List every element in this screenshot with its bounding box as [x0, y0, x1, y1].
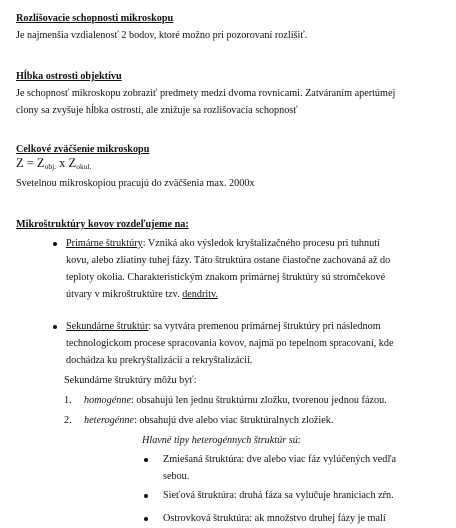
secondary-term: Sekundárne štruktúr: [66, 321, 149, 332]
bullet-icon: [144, 494, 148, 498]
bullet-icon: [53, 242, 57, 246]
primary-line3: teploty okolia. Charakteristickým znakom primárnej štruktúry sú stromčekové: [66, 272, 386, 283]
secondary-line2: technologickom procese spracovania kovov, najmä po tepelnom spracovaní, kde: [66, 338, 394, 349]
bullet-icon: [144, 517, 148, 521]
type-1-line1: Zmiešaná štruktúra: dve alebo viac fáz vylúčených vedľa: [163, 454, 396, 465]
heading-resolution: Rozlišovacie schopnosti mikroskopu: [16, 13, 174, 24]
type-3-line1: Ostrovková štruktúra: ak množstvo druhej fázy je malí: [163, 513, 386, 524]
numbered-num-1: 1.: [64, 395, 72, 406]
resolution-text: Je najmenšia vzdialenosť 2 bodov, ktoré možno pri pozorovaní rozlíšiť.: [16, 30, 308, 41]
magnification-formula: [16, 156, 91, 174]
secondary-line3: dochádza ku prekryštalizácii a rekryštalizácii.: [66, 355, 253, 366]
primary-line4: [66, 288, 218, 301]
homogenne-text: : obsahujú len jednu štruktúrnu zložku, tvorenou jednou fázou.: [130, 395, 387, 406]
type-1-line2: sebou.: [163, 471, 190, 482]
bullet-icon: [144, 458, 148, 462]
primary-line1: [66, 237, 380, 250]
heading-depth: Hĺbka ostrosti objektívu: [16, 71, 122, 82]
primary-line2: kovu, alebo zliatiny tuhej fázy. Táto štruktúra ostane čiastočne zachovaná až do: [66, 255, 391, 266]
dendrit-term: dendritv.: [182, 289, 219, 300]
formula-sub-okul: okul.: [76, 162, 92, 171]
heterogenne-text: : obsahujú dve alebo viac štruktúralnych zložiek.: [133, 415, 334, 426]
heading-microstructures: Mikroštruktúry kovov rozdeľujeme na:: [16, 219, 189, 230]
formula-x: x Z: [56, 156, 77, 170]
numbered-item-1: [84, 394, 387, 407]
formula-z: Z = Z: [16, 156, 45, 170]
primary-desc: : Vzniká ako výsledok kryštalizačného procesu pri tuhnutí: [142, 238, 380, 249]
homogenne-term: homogénne: [84, 395, 131, 406]
numbered-item-2: [84, 414, 333, 427]
secondary-desc: : sa vytvára premenou primárnej štruktúry pri následnom: [148, 321, 381, 332]
formula-sub-obj: obj.: [44, 162, 57, 171]
primary-line4-pre: útvary v mikroštruktúre tzv.: [66, 289, 183, 300]
numbered-num-2: 2.: [64, 415, 72, 426]
primary-term: Primárne štruktúry: [66, 238, 143, 249]
types-heading: Hlavné tipy heterogénnych štruktúr sú:: [142, 435, 302, 446]
depth-text-line2: clony sa zvyšuje hĺbka ostrosti, ale znižuje sa rozlišovacia schopnosť: [16, 105, 298, 116]
depth-text-line1: Je schopnosť mikroskopu zobraziť predmety medzi dvoma rovnicami. Zatváraním apertúmej: [16, 88, 396, 99]
magnification-text: Svetelnou mikroskopiou pracujú do zväčšenia max. 2000x: [16, 178, 255, 189]
secondary-can-be: Sekundárne štruktúry môžu byť:: [64, 375, 197, 386]
secondary-line1: [66, 320, 381, 333]
heterogenne-term: heterogénne: [84, 415, 134, 426]
heading-magnification: Celkové zväčšenie mikroskopu: [16, 144, 150, 155]
bullet-icon: [53, 325, 57, 329]
type-2-line1: Sieťová štruktúra: druhá fáza sa vylučuje hraniciach zŕn.: [163, 490, 394, 501]
